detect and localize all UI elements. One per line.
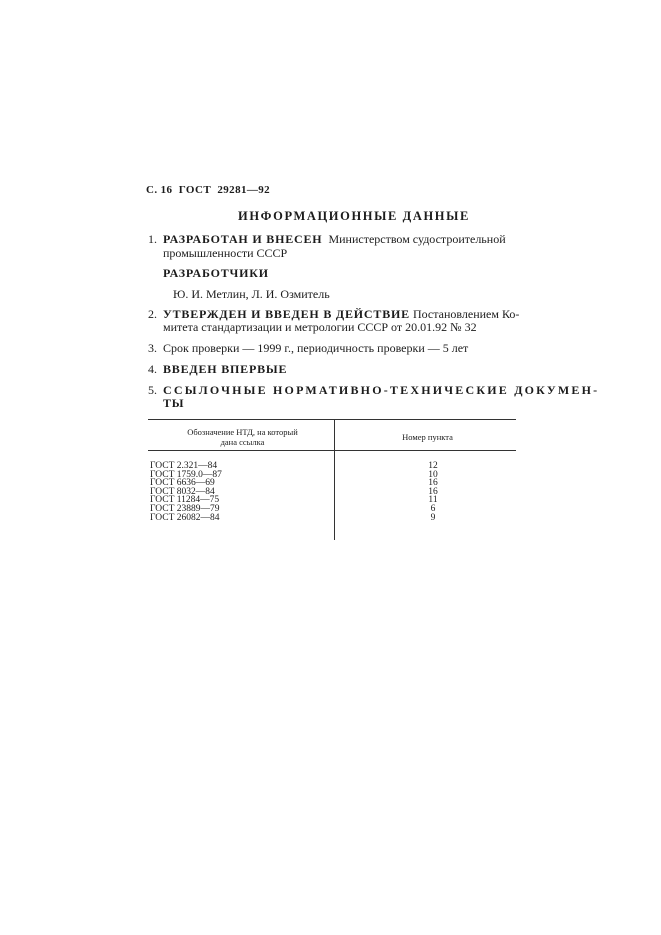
standard-label: ГОСТ [178,184,212,196]
table-row-item: 6 [430,503,436,514]
developers-heading: РАЗРАБОТЧИКИ [163,266,269,280]
table-row-item: 10 [428,469,438,480]
item-3-number: 3. [148,341,157,355]
page-number: С. 16 [146,184,173,196]
table-row-doc: ГОСТ 6636—69 [150,478,215,489]
table-header-doc-line2: дана ссылка [220,437,265,447]
developers-names: Ю. И. Метлин, Л. И. Озмитель [173,287,330,301]
table-doc-column [150,462,222,522]
table-row-doc: ГОСТ 11284—75 [150,495,220,506]
item-2-continuation: митета стандартизации и метрологии СССР от 20.01.92 № 32 [163,320,477,334]
item-5 [148,383,599,398]
table-row-doc: ГОСТ 1759.0—87 [150,469,222,480]
table-row-item: 16 [428,486,438,497]
table-item-column [415,462,451,522]
table-row-doc: ГОСТ 26082—84 [150,512,220,523]
table-row-item: 12 [428,461,438,471]
item-2-bold: УТВЕРЖДЕН И ВВЕДЕН В ДЕЙСТВИЕ [163,307,410,321]
item-5-bold: ССЫЛОЧНЫЕ НОРМАТИВНО-ТЕХНИЧЕСКИЕ ДОКУМЕН- [163,383,600,397]
table-row-doc: ГОСТ 2.321—84 [150,461,218,471]
item-3-text: Срок проверки — 1999 г., периодичность проверки — 5 лет [163,341,469,355]
table-top-rule [148,419,516,420]
item-2-text: Постановлением Ко- [412,307,520,321]
table-header-doc-line1: Обозначение НТД, на который [187,427,298,437]
item-4-bold: ВВЕДЕН ВПЕРВЫЕ [163,362,288,376]
item-1 [148,232,506,247]
table-column-divider [334,420,335,540]
item-5-number: 5. [148,383,157,397]
table-row-doc: ГОСТ 8032—84 [150,486,215,497]
table-header-item: Номер пункта [402,432,453,442]
standard-number: 29281—92 [217,184,271,196]
item-5-continuation: ТЫ [163,396,185,410]
table-row-doc: ГОСТ 23889—79 [150,503,220,514]
item-4 [148,362,287,377]
item-1-text: Министерством судостроительной [328,232,506,246]
item-1-bold: РАЗРАБОТАН И ВНЕСЕН [163,232,323,246]
page-header [146,184,270,196]
item-3 [148,341,468,356]
table-header-rule [148,450,516,451]
table-row-item: 9 [430,512,436,523]
document-title: ИНФОРМАЦИОННЫЕ ДАННЫЕ [238,209,470,223]
item-2-number: 2. [148,307,157,321]
table-row-item: 16 [428,478,438,489]
item-4-number: 4. [148,362,157,376]
table-header-doc [160,427,325,447]
item-1-continuation: промышленности СССР [163,246,288,260]
table-row-item: 11 [428,495,438,506]
item-1-number: 1. [148,232,157,246]
